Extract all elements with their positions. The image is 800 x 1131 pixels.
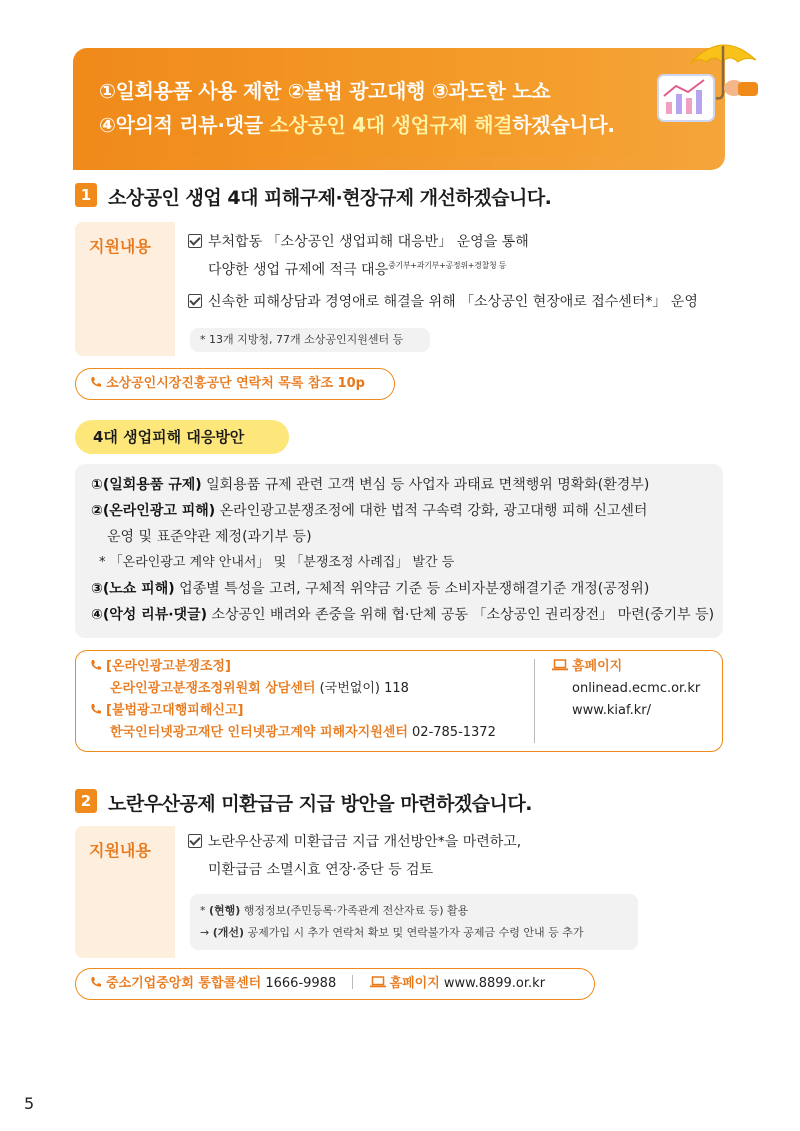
- contact-org-2-name: 한국인터넷광고재단 인터넷광고계약 피해자지원센터: [110, 725, 408, 740]
- note-improved-text: 공제가입 시 추가 연락처 확보 및 연락불가자 공제금 수령 안내 등 추가: [244, 926, 584, 939]
- header-banner-strip: [73, 156, 725, 170]
- section-2-number: 2: [75, 789, 97, 813]
- callcenter-name: 중소기업중앙회 통합콜센터: [106, 976, 262, 991]
- item-text: 다양한 생업 규제에 적극 대응: [208, 262, 389, 278]
- item-text: 부처합동 「소상공인 생업피해 대응반」 운영을 통해: [208, 234, 529, 250]
- section-1-items: [188, 230, 698, 314]
- phone-icon: [90, 703, 102, 715]
- measure-2-text: 온라인광고분쟁조정에 대한 법적 구속력 강화, 광고대행 피해 신고센터: [215, 503, 648, 519]
- item-text: 신속한 피해상담과 경영애로 해결을 위해 「소상공인 현장애로 접수센터*」 운영: [208, 294, 698, 310]
- measure-4-label: ④(악성 리뷰·댓글): [91, 607, 207, 623]
- banner-line-2-post: 하겠습니다.: [512, 113, 615, 137]
- section-2-title: 노란우산공제 미환급금 지급 방안을 마련하겠습니다.: [108, 793, 532, 815]
- measure-2-cont: 운영 및 표준약관 제정(과기부 등): [107, 529, 312, 545]
- note-current-label: (현행): [209, 904, 241, 917]
- contact-heading-1: [90, 656, 496, 678]
- contact-org-2-number: 02-785-1372: [407, 725, 496, 740]
- contact-text: 소상공인시장진흥공단 연락처 목록 참조 10p: [106, 376, 365, 391]
- contact-org-1-name: 온라인광고분쟁조정위원회 상담센터: [110, 681, 316, 696]
- section-1-item-1-line-2: [188, 254, 698, 282]
- umbrella-chart-icon: [650, 30, 760, 140]
- measure-2-label: ②(온라인광고 피해): [91, 503, 216, 519]
- note-current-prefix: *: [200, 904, 209, 917]
- contact-org-2: [90, 722, 496, 744]
- measure-1-label: ①(일회용품 규제): [91, 477, 202, 493]
- checkbox-icon: [188, 834, 202, 848]
- contact-heading-1-text: [온라인광고분쟁조정]: [106, 659, 231, 674]
- page-number: 5: [24, 1094, 35, 1113]
- banner-text: [99, 74, 615, 142]
- note-improved-label: (개선): [212, 926, 245, 939]
- contact-org-1-number: (국번없이) 118: [315, 681, 409, 696]
- support-label-2: 지원내용: [75, 826, 175, 958]
- contact-pill-1: [75, 368, 395, 400]
- measure-3-label: ③(노쇼 피해): [91, 581, 175, 597]
- contact-pill-2: [75, 968, 595, 1000]
- homepage-heading: [552, 656, 700, 678]
- section-1-title: 소상공인 생업 4대 피해구제·현장규제 개선하겠습니다.: [108, 187, 552, 209]
- section-2-note: [190, 894, 638, 950]
- note-current-text: 행정정보(주민등록·가족관계 전산자료 등) 활용: [240, 904, 469, 917]
- section-1-note: * 13개 지방청, 77개 소상공인지원센터 등: [190, 328, 430, 352]
- contact-left: [90, 656, 496, 744]
- homepage-url-1[interactable]: onlinead.ecmc.or.kr: [572, 681, 701, 696]
- section-2-item-1-line-2: 미환급금 소멸시효 연장·중단 등 검토: [208, 862, 434, 878]
- support-label-1: 지원내용: [75, 222, 175, 356]
- section-2-items: [188, 830, 521, 882]
- phone-icon: [90, 976, 102, 988]
- measure-2: [91, 498, 723, 524]
- measures-tag: 4대 생업피해 대응방안: [75, 420, 289, 454]
- checkbox-icon: [188, 294, 202, 308]
- section-1-item-1: [188, 230, 698, 254]
- section-2-item-1: [188, 830, 521, 854]
- banner-highlight: 소상공인 4대 생업규제 해결: [269, 113, 513, 137]
- banner-line-1: ①일회용품 사용 제한 ②불법 광고대행 ③과도한 노쇼: [99, 79, 551, 103]
- measure-2-note: * 「온라인광고 계약 안내서」 및 「분쟁조정 사례집」 발간 등: [99, 555, 455, 570]
- measure-1-text: 일회용품 규제 관련 고객 변심 등 사업자 과태료 면책행위 명확화(환경부): [201, 477, 650, 493]
- contact-heading-2-text: [불법광고대행피해신고]: [106, 703, 244, 718]
- homepage-label: 홈페이지: [572, 659, 623, 674]
- phone-icon: [90, 376, 102, 388]
- banner-line-2: [99, 108, 615, 142]
- note-improved: [200, 922, 628, 944]
- measure-4-text: 소상공인 배려와 존중을 위해 협·단체 공동 「소상공인 권리장전」 마련(중기부 등): [207, 607, 715, 623]
- homepage-url[interactable]: www.8899.or.kr: [439, 976, 546, 991]
- measures-box: [75, 464, 723, 638]
- measure-1: [91, 472, 723, 498]
- laptop-icon: [370, 976, 386, 988]
- contact-heading-2: [90, 700, 496, 722]
- phone-icon: [90, 659, 102, 671]
- banner-line-2-pre: ④악의적 리뷰·댓글: [99, 113, 270, 137]
- contact-box: [75, 650, 723, 752]
- section-1-number: 1: [75, 183, 97, 207]
- callcenter-number: 1666-9988: [261, 976, 337, 991]
- pill-divider: [352, 975, 353, 989]
- homepage-url-2[interactable]: www.kiaf.kr/: [572, 703, 651, 718]
- measure-3: [91, 576, 723, 602]
- divider: [534, 659, 535, 743]
- measure-4: [91, 602, 723, 628]
- contact-right: [552, 656, 700, 722]
- contact-org-1: [90, 678, 496, 700]
- agencies-superscript: 중기부+과기부+공정위+경찰청 등: [388, 261, 507, 270]
- laptop-icon: [552, 659, 568, 671]
- item-text: 노란우산공제 미환급금 지급 개선방안*을 마련하고,: [208, 834, 522, 850]
- checkbox-icon: [188, 234, 202, 248]
- section-1-item-2: [188, 290, 698, 314]
- note-improved-prefix: →: [200, 926, 213, 939]
- homepage-label: 홈페이지: [389, 976, 440, 991]
- measure-3-text: 업종별 특성을 고려, 구체적 위약금 기준 등 소비자분쟁해결기준 개정(공정위): [174, 581, 650, 597]
- note-current: [200, 900, 628, 922]
